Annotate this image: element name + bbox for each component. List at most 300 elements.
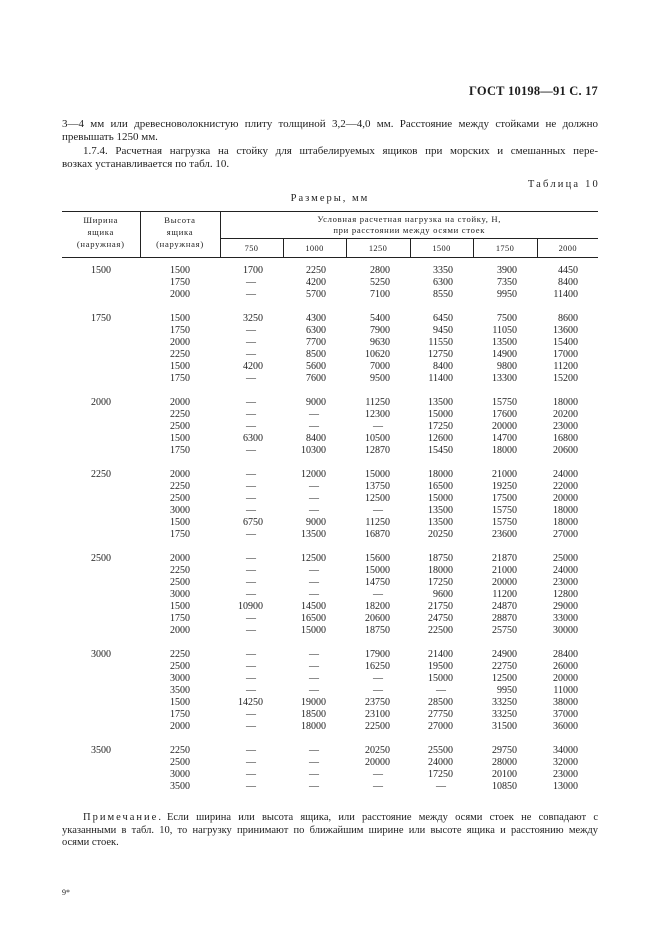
cell-load-1750: 9950 [497,685,517,696]
paragraph-continuation [62,118,598,144]
cell-load-1000 [283,409,346,421]
cell-box-height: 1500 [170,313,190,324]
dash-mark: — [246,553,256,564]
cell-load-1750: 18000 [492,445,517,456]
cell-load-1500: 17250 [428,769,453,780]
cell-box-width [62,337,140,349]
cell-load-1750: 14900 [492,349,517,360]
dash-mark: — [309,481,319,492]
table-row [62,277,598,289]
row-spacer [62,637,598,649]
dash-mark: — [246,349,256,360]
cell-load-1000: 8400 [306,433,326,444]
cell-load-1000 [283,481,346,493]
cell-box-height: 1500 [170,361,190,372]
header-box-height [140,212,220,258]
table-row [62,529,598,541]
cell-load-1250: 14750 [365,577,390,588]
header-distance: 2000 [537,239,598,258]
cell-load-1250: 5400 [370,313,390,324]
cell-load-1000: 12500 [301,553,326,564]
cell-load-1000: 12000 [301,469,326,480]
cell-box-height: 2250 [170,481,190,492]
cell-load-1500: 27000 [428,721,453,732]
document-header: ГОСТ 10198—91 С. 17 [469,84,598,98]
table-units: Размеры, мм [290,193,370,204]
cell-load-1000: 7600 [306,373,326,384]
dash-mark: — [373,505,383,516]
cell-load-1750: 13500 [492,337,517,348]
cell-load-1250 [346,505,410,517]
table-row [62,421,598,433]
cell-load-2000: 30000 [553,625,579,636]
dash-mark: — [309,409,319,420]
cell-box-height: 2000 [170,337,190,348]
cell-load-1000: 10300 [301,445,326,456]
cell-load-750 [220,469,283,481]
dash-mark: — [436,685,446,696]
cell-load-1500: 20250 [428,529,453,540]
cell-load-1250 [346,769,410,781]
cell-load-1750: 15750 [492,397,517,408]
cell-load-2000: 29000 [553,601,579,612]
dash-mark: — [246,745,256,756]
cell-load-1250: 16250 [365,661,390,672]
dash-mark: — [309,685,319,696]
cell-box-height: 2000 [170,553,190,564]
cell-box-height: 3000 [170,673,190,684]
cell-load-1750: 17600 [492,409,517,420]
cell-load-1750: 20000 [492,421,517,432]
dash-mark: — [246,421,256,432]
cell-load-1250: 13750 [365,481,390,492]
cell-box-width [62,685,140,697]
cell-load-750 [220,397,283,409]
cell-box-height: 1750 [170,709,190,720]
cell-load-1500: 25500 [428,745,453,756]
cell-load-1500: 24750 [428,613,453,624]
dash-mark: — [246,625,256,636]
header-distance: 1500 [410,239,473,258]
spacer-cell [62,258,598,266]
row-spacer [62,258,598,266]
spacer-cell [62,637,598,649]
cell-load-750 [220,589,283,601]
cell-load-750 [220,553,283,565]
cell-load-1250: 10620 [365,349,390,360]
cell-load-1250: 23750 [365,697,390,708]
table-row [62,361,598,373]
row-spacer [62,301,598,313]
cell-load-750 [220,565,283,577]
cell-box-width [62,421,140,433]
table-row [62,517,598,529]
cell-load-750 [220,445,283,457]
cell-load-2000: 24000 [553,565,579,576]
dash-mark: — [309,589,319,600]
cell-load-1500 [410,781,473,793]
cell-box-width [62,709,140,721]
cell-load-750 [220,745,283,757]
cell-load-1250 [346,589,410,601]
dash-mark: — [309,493,319,504]
cell-box-width [62,721,140,733]
cell-load-1000 [283,673,346,685]
cell-load-1750: 33250 [492,697,517,708]
dash-mark: — [246,505,256,516]
cell-load-750 [220,769,283,781]
header-line: (наружная) [76,238,125,249]
cell-box-width [62,373,140,385]
cell-load-750 [220,325,283,337]
table-row [62,505,598,517]
cell-load-750 [220,721,283,733]
cell-load-750 [220,661,283,673]
dash-mark: — [309,673,319,684]
cell-box-width [62,505,140,517]
cell-load-1250: 11250 [365,517,390,528]
cell-load-1750: 7500 [497,313,517,324]
dash-mark: — [246,577,256,588]
spacer-cell [62,733,598,745]
cell-box-width [62,481,140,493]
cell-load-2000: 38000 [553,697,579,708]
cell-load-1500: 15450 [428,445,453,456]
text-line: 3—4 мм или древесноволокнистую плиту толщиной 3,2—4,0 мм. Расстояние между стойками не должно [62,118,598,130]
table-row [62,769,598,781]
cell-load-750: 10900 [238,601,263,612]
dash-mark: — [309,661,319,672]
cell-load-1000 [283,649,346,661]
cell-box-width [62,661,140,673]
cell-load-1500: 6450 [433,313,453,324]
dash-mark: — [309,565,319,576]
cell-load-1000: 5700 [306,289,326,300]
cell-box-height: 1750 [170,529,190,540]
cell-load-1750: 12500 [492,673,517,684]
cell-load-750 [220,673,283,685]
cell-box-height: 1750 [170,613,190,624]
cell-load-1500: 24000 [428,757,453,768]
cell-box-height: 2500 [170,757,190,768]
table-caption: Таблица 10 [527,179,600,190]
cell-load-2000: 18000 [553,397,579,408]
cell-load-2000: 20200 [553,409,579,420]
dash-mark: — [246,781,256,792]
header-row [62,212,598,239]
cell-load-2000: 18000 [553,505,579,516]
cell-load-2000: 24000 [553,469,579,480]
cell-load-2000: 22000 [553,481,579,492]
cell-load-750 [220,625,283,637]
cell-load-1750: 22750 [492,661,517,672]
cell-box-height: 2500 [170,577,190,588]
dash-mark: — [246,757,256,768]
cell-load-750 [220,577,283,589]
cell-box-width [62,409,140,421]
cell-load-2000: 13600 [553,325,579,336]
cell-load-1250 [346,781,410,793]
cell-load-1750: 25750 [492,625,517,636]
dash-mark: — [309,781,319,792]
dash-mark: — [246,469,256,480]
cell-load-750 [220,529,283,541]
dash-mark: — [246,661,256,672]
cell-box-height: 3500 [170,781,190,792]
cell-box-width [62,601,140,613]
cell-load-1750: 21000 [492,565,517,576]
cell-box-width [62,625,140,637]
cell-load-1500: 8400 [433,361,453,372]
cell-box-width [62,577,140,589]
cell-load-1000: 14500 [301,601,326,612]
cell-load-1750: 15750 [492,517,517,528]
cell-box-height: 1750 [170,277,190,288]
dash-mark: — [246,493,256,504]
table-row [62,601,598,613]
cell-load-1500: 13500 [428,505,453,516]
cell-load-750: 3250 [243,313,263,324]
cell-box-width: 1500 [91,265,111,276]
dash-mark: — [373,673,383,684]
cell-load-750 [220,685,283,697]
cell-load-750 [220,373,283,385]
cell-load-1750: 24870 [492,601,517,612]
spacer-cell [62,541,598,553]
cell-load-1250: 23100 [365,709,390,720]
table-row [62,649,598,661]
table-row [62,289,598,301]
cell-load-1750: 21000 [492,469,517,480]
cell-load-2000: 17000 [553,349,579,360]
cell-box-height: 2250 [170,745,190,756]
table-row [62,577,598,589]
cell-load-1750: 10850 [492,781,517,792]
cell-box-width [62,277,140,289]
dash-mark: — [246,397,256,408]
cell-box-width [62,565,140,577]
cell-box-height: 2000 [170,721,190,732]
cell-load-1000 [283,769,346,781]
cell-load-1000 [283,781,346,793]
dash-mark: — [246,289,256,300]
text-line: осями стоек. [62,837,119,848]
cell-load-750 [220,505,283,517]
cell-load-1500: 19500 [428,661,453,672]
header-distance: 750 [220,239,283,258]
cell-load-750 [220,409,283,421]
cell-load-1250: 7900 [370,325,390,336]
cell-load-1500 [410,685,473,697]
cell-load-1500: 15000 [428,409,453,420]
spacer-cell [62,457,598,469]
text-line: возках устанавливается по табл. 10. [62,158,230,170]
cell-load-1000 [283,505,346,517]
cell-load-2000: 25000 [553,553,579,564]
cell-load-1250: 9500 [370,373,390,384]
cell-load-1250: 15600 [365,553,390,564]
cell-load-1000: 9000 [306,517,326,528]
header-distance: 1250 [346,239,410,258]
table-body [62,258,598,794]
cell-load-1250: 12870 [365,445,390,456]
cell-load-750 [220,421,283,433]
dash-mark: — [246,589,256,600]
cell-load-1500: 11400 [428,373,453,384]
cell-load-1000: 15000 [301,625,326,636]
cell-load-1500: 18750 [428,553,453,564]
cell-load-1250: 12300 [365,409,390,420]
cell-load-1000 [283,685,346,697]
cell-load-1750: 14700 [492,433,517,444]
dash-mark: — [373,781,383,792]
table-row [62,337,598,349]
cell-load-750 [220,349,283,361]
cell-load-1750: 11200 [492,589,517,600]
table-note [62,812,598,850]
cell-load-1250: 16870 [365,529,390,540]
cell-load-1500: 28500 [428,697,453,708]
cell-load-750: 1700 [243,265,263,276]
cell-load-1750: 11050 [492,325,517,336]
table-row [62,445,598,457]
cell-load-750 [220,493,283,505]
table-row [62,373,598,385]
cell-load-2000: 26000 [553,661,579,672]
cell-load-2000: 15200 [553,373,579,384]
cell-load-1750: 33250 [492,709,517,720]
paragraph-1-7-4 [62,145,598,171]
cell-load-750 [220,781,283,793]
cell-load-1250: 20000 [365,757,390,768]
cell-load-2000: 20000 [553,493,579,504]
cell-load-750: 6750 [243,517,263,528]
cell-load-2000: 13000 [553,781,579,792]
cell-box-width: 3500 [91,745,111,756]
cell-box-height: 2250 [170,349,190,360]
text-line: превышать 1250 мм. [62,131,158,143]
cell-load-1250: 17900 [365,649,390,660]
dash-mark: — [246,481,256,492]
table-row [62,397,598,409]
cell-load-2000: 23000 [553,769,579,780]
cell-load-1250: 11250 [365,397,390,408]
cell-box-width: 2000 [91,397,111,408]
cell-box-width [62,757,140,769]
cell-load-1250 [346,685,410,697]
cell-load-1000 [283,565,346,577]
cell-load-1000 [283,745,346,757]
dash-mark: — [246,769,256,780]
cell-load-2000: 8400 [558,277,579,288]
cell-box-height: 3000 [170,769,190,780]
dash-mark: — [246,685,256,696]
cell-load-1750: 23600 [492,529,517,540]
cell-load-1250: 20600 [365,613,390,624]
cell-load-750 [220,709,283,721]
cell-load-750: 6300 [243,433,263,444]
cell-load-1500: 12750 [428,349,453,360]
cell-box-height: 2250 [170,565,190,576]
table-row [62,721,598,733]
cell-box-width: 1750 [91,313,111,324]
header-box-width [62,212,140,258]
cell-load-1000: 2250 [306,265,326,276]
dash-mark: — [309,649,319,660]
cell-box-width [62,325,140,337]
cell-load-1000: 16500 [301,613,326,624]
table-row [62,685,598,697]
cell-load-1750: 29750 [492,745,517,756]
dash-mark: — [373,769,383,780]
cell-load-2000: 23000 [553,577,579,588]
cell-load-1250: 18200 [365,601,390,612]
table-row [62,661,598,673]
cell-load-1500: 18000 [428,469,453,480]
spacer-cell [62,385,598,397]
cell-box-height: 2000 [170,625,190,636]
cell-load-1500: 21750 [428,601,453,612]
cell-load-1750: 17500 [492,493,517,504]
row-spacer [62,457,598,469]
cell-load-1750: 21870 [492,553,517,564]
cell-load-2000: 11000 [553,685,579,696]
cell-load-1750: 28870 [492,613,517,624]
header-distance: 1000 [283,239,346,258]
cell-load-1500: 3350 [433,265,453,276]
cell-load-1000 [283,421,346,433]
cell-box-width [62,493,140,505]
cell-box-width [62,517,140,529]
table-row [62,781,598,793]
table-row [62,673,598,685]
dash-mark: — [309,745,319,756]
cell-load-750 [220,277,283,289]
table-row [62,565,598,577]
cell-load-1000 [283,589,346,601]
cell-load-2000: 37000 [553,709,579,720]
cell-load-1750: 31500 [492,721,517,732]
cell-load-750 [220,337,283,349]
cell-load-1250: 18750 [365,625,390,636]
cell-load-750 [220,481,283,493]
cell-load-1000 [283,577,346,589]
cell-box-width [62,349,140,361]
cell-load-2000: 20600 [553,445,579,456]
cell-load-1250 [346,673,410,685]
cell-box-height: 1500 [170,697,190,708]
cell-load-1750: 19250 [492,481,517,492]
cell-box-width [62,433,140,445]
dash-mark: — [246,337,256,348]
cell-load-1000: 13500 [301,529,326,540]
cell-load-1500: 8550 [433,289,453,300]
cell-load-1500: 11550 [428,337,453,348]
table-row [62,697,598,709]
cell-box-height: 2250 [170,409,190,420]
header-line: (наружная) [156,238,204,249]
cell-load-1250: 2800 [370,265,390,276]
cell-load-1250: 12500 [365,493,390,504]
table-row [62,709,598,721]
table-row [62,589,598,601]
cell-load-1500: 22500 [428,625,453,636]
cell-load-1000: 8500 [306,349,326,360]
table-row [62,433,598,445]
cell-box-width [62,769,140,781]
header-line: при расстоянии между осями стоек [333,225,486,235]
row-spacer [62,733,598,745]
